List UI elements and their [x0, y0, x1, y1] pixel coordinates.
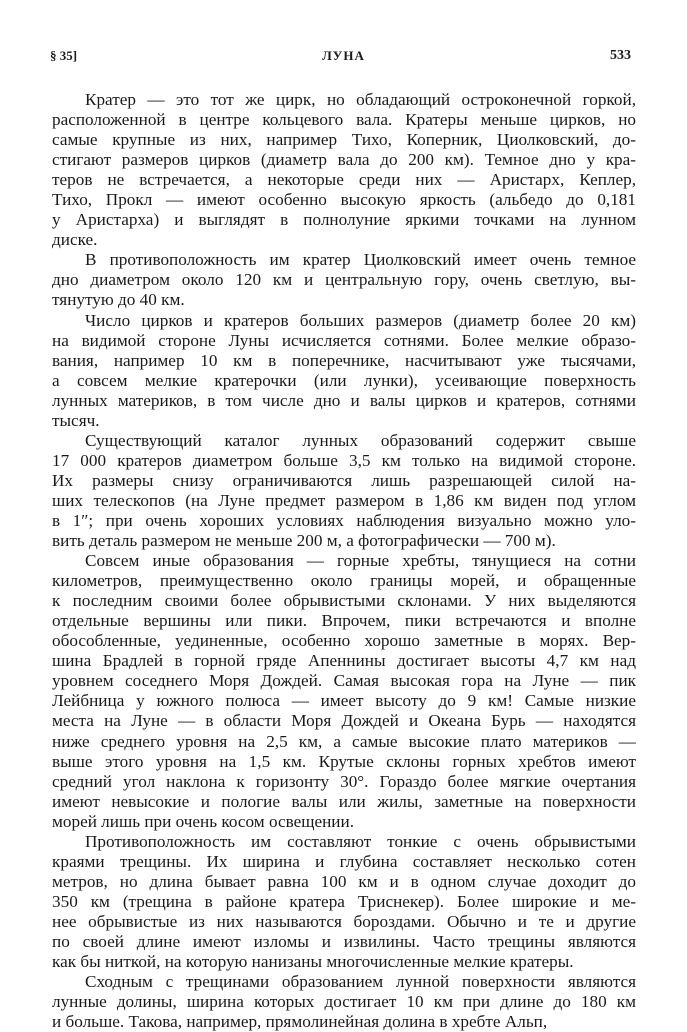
text-line: по своей длине имеют изломы и извилины. Часто трещины являются	[52, 931, 636, 951]
text-line: тянутую до 40 км.	[52, 290, 185, 310]
text-line: километров, преимущественно около границы морей, и обращенные	[52, 571, 636, 591]
text-line: Существующий каталог лунных образований содержит свыше	[85, 430, 636, 450]
paragraph	[52, 832, 636, 972]
text-line: на видимой стороне Луны исчисляется сотнями. Более мелкие образо-	[52, 330, 636, 350]
text-line: Противоположность им составляют тонкие с очень обрывистыми	[85, 831, 636, 851]
text-line: в 1″; при очень хороших условиях наблюдения визуально можно уло-	[52, 510, 636, 530]
text-line: 350 км (трещина в районе кратера Триснекер). Более широкие и ме-	[52, 891, 636, 911]
running-title: ЛУНА	[322, 48, 365, 63]
text-line: ших телескопов (на Луне предмет размером в 1,86 км виден под углом	[52, 490, 636, 510]
paragraph	[52, 972, 636, 1032]
paragraph	[52, 551, 636, 832]
text-line: Их размеры снизу ограничиваются лишь разрешающей силой на-	[52, 470, 636, 490]
text-line: места на Луне — в области Моря Дождей и Океана Бурь — находятся	[52, 711, 636, 731]
text-line: у Аристарха) и выглядят в полнолуние яркими точками на лунном	[52, 210, 636, 230]
text-line: морей лишь при очень косом освещении.	[52, 811, 354, 831]
text-line: шина Брадлей в горной гряде Апеннины достигает высоты 4,7 км над	[52, 651, 636, 671]
page-number: 533	[610, 48, 631, 63]
section-marker: § 35]	[50, 48, 78, 63]
text-line: средний угол наклона к горизонту 30°. Гораздо более мягкие очертания	[52, 771, 636, 791]
text-line: самые крупные из них, например Тихо, Коперник, Циолковский, до-	[52, 130, 636, 150]
text-line: дно диаметром около 120 км и центральную гору, очень светлую, вы-	[52, 270, 636, 290]
text-line: и больше. Такова, например, прямолинейная долина в хребте Альп,	[52, 1012, 548, 1032]
text-line: 17 000 кратеров диаметром больше 3,5 км только на видимой стороне.	[52, 450, 636, 470]
text-line: расположенной в центре кольцевого вала. Кратеры меньше цирков, но	[52, 110, 636, 130]
text-line: стигают размеров цирков (диаметр вала до 200 км). Темное дно у кра-	[52, 150, 636, 170]
paragraph	[52, 90, 636, 250]
paragraph	[52, 431, 636, 551]
text-line: метров, но длина бывает равна 100 км и в одном случае доходит до	[52, 871, 636, 891]
text-line: краями трещины. Их ширина и глубина составляет несколько сотен	[52, 851, 636, 871]
text-line: Число цирков и кратеров больших размеров (диаметр более 20 км)	[85, 310, 636, 330]
text-line: вания, например 10 км в поперечнике, насчитывают уже тысячами,	[52, 350, 636, 370]
text-line: как бы ниткой, на которую нанизаны многочисленные мелкие кратеры.	[52, 952, 574, 972]
text-line: обособленные, уединенные, особенно хорошо заметные в морях. Вер-	[52, 631, 636, 651]
text-line: Кратер — это тот же цирк, но обладающий остроконечной горкой,	[85, 90, 636, 109]
text-line: Сходным с трещинами образованием лунной поверхности являются	[85, 972, 636, 992]
paragraph	[52, 250, 636, 310]
text-line: вить деталь размером не меньше 200 м, а фотографически — 700 м).	[52, 531, 556, 551]
text-line: диске.	[52, 230, 98, 250]
text-line: Лейбница у южного полюса — имеет высоту до 9 км! Самые низкие	[52, 691, 636, 711]
text-line: а совсем мелкие кратерочки (или лунки), усеивающие поверхность	[52, 370, 636, 390]
paragraph	[52, 311, 636, 431]
text-line: Тихо, Прокл — имеют особенно высокую яркость (альбедо до 0,181	[52, 190, 636, 210]
text-line: имеют невысокие и пологие валы или жилы, заметные на поверхности	[52, 791, 636, 811]
text-line: тысяч.	[52, 410, 100, 430]
text-line: ниже среднего уровня на 2,5 км, а самые высокие плато материков —	[52, 731, 636, 751]
page-header	[0, 48, 687, 70]
page-body	[52, 90, 636, 1032]
text-line: выше этого уровня на 1,5 км. Крутые склоны горных хребтов имеют	[52, 751, 636, 771]
text-line: теров не встречается, а некоторые среди них — Аристарх, Кеплер,	[52, 170, 636, 190]
text-line: Совсем иные образования — горные хребты, тянущиеся на сотни	[85, 551, 636, 571]
text-line: лунные долины, ширина которых достигает 10 км при длине до 180 км	[52, 992, 636, 1012]
text-line: к последним своими более обрывистыми склонами. У них выделяются	[52, 591, 636, 611]
text-line: нее обрывистые из них называются бороздами. Обычно и те и другие	[52, 911, 636, 931]
text-line: уровнем соседнего Моря Дождей. Самая высокая гора на Луне — пик	[52, 671, 636, 691]
text-line: В противоположность им кратер Циолковский имеет очень темное	[85, 250, 636, 270]
text-line: отдельные вершины или пики. Впрочем, пики встречаются и вполне	[52, 611, 636, 631]
text-line: лунных материков, в том числе дно и валы цирков и кратеров, сотнями	[52, 390, 636, 410]
